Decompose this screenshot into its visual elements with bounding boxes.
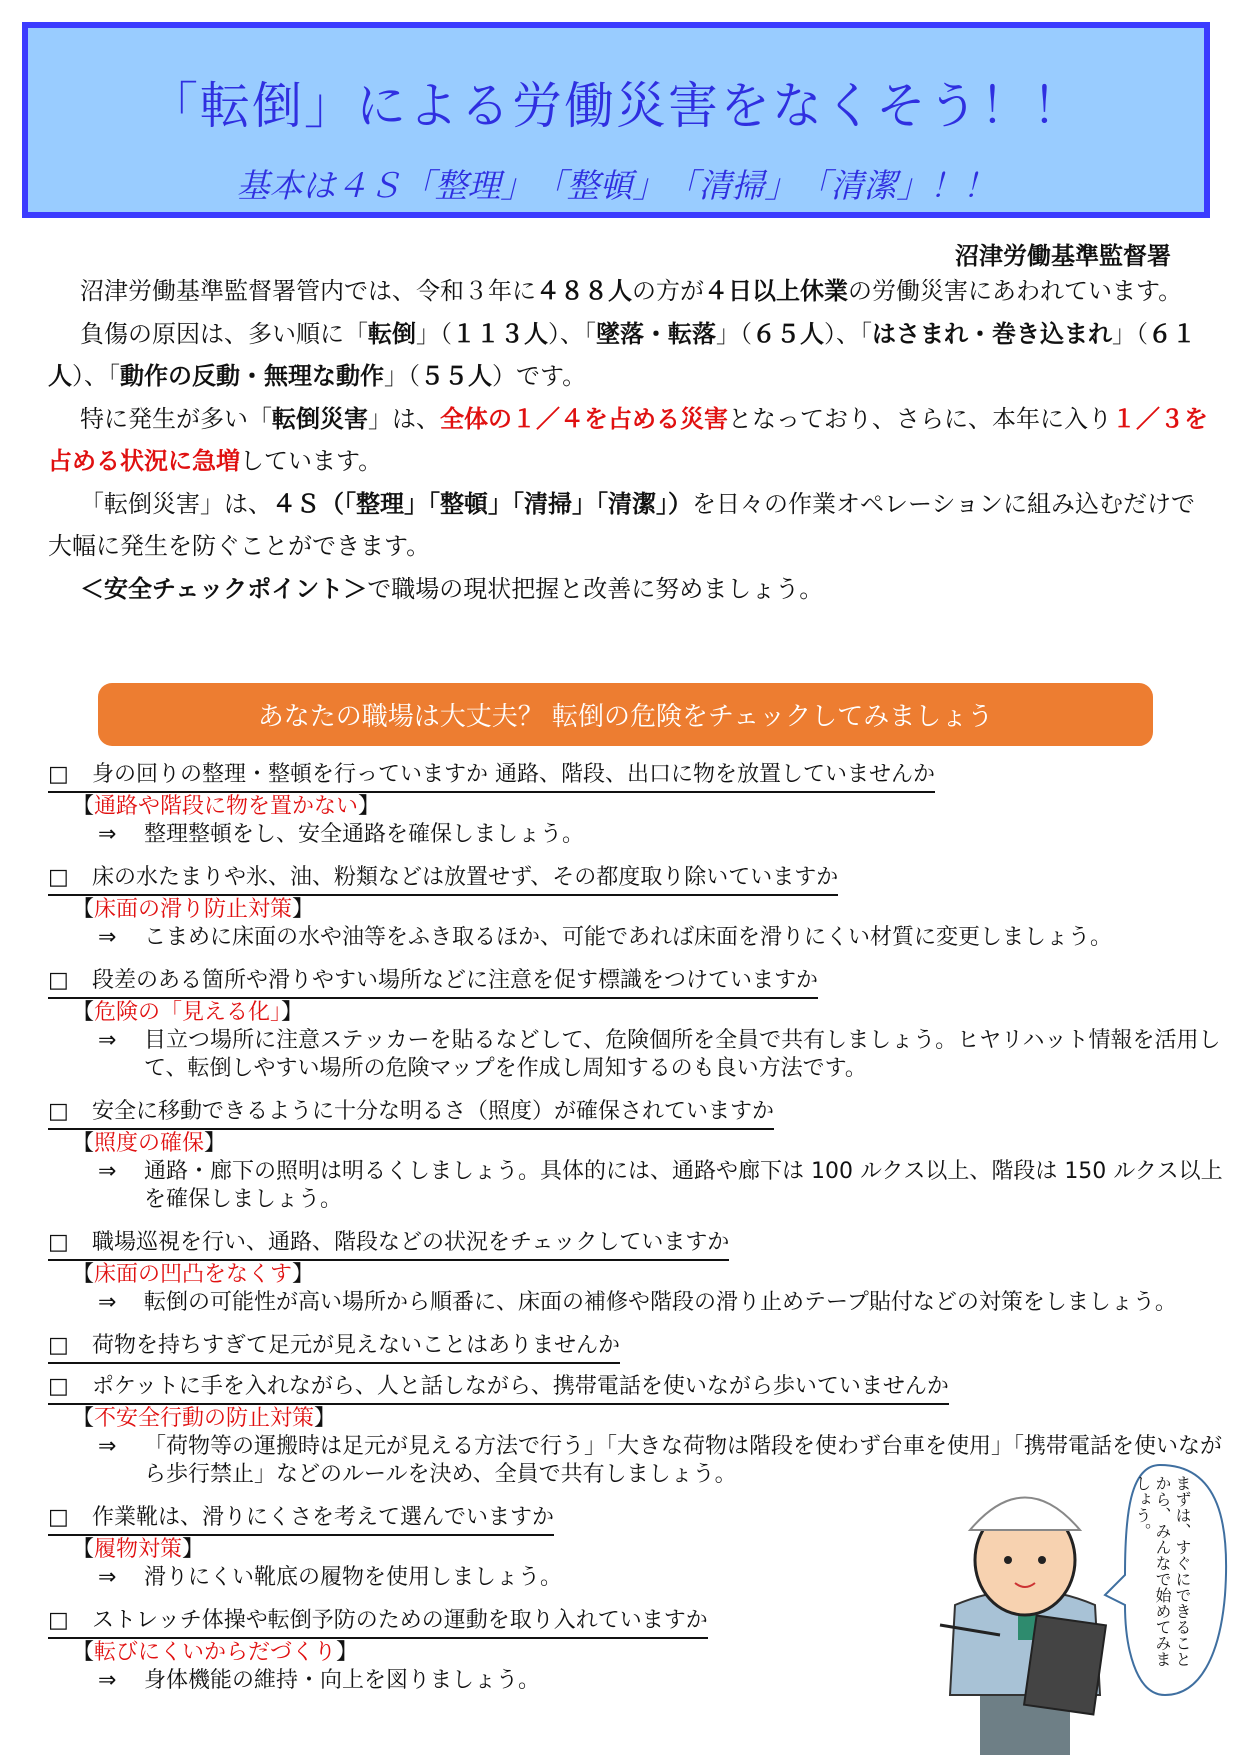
check-question[interactable] — [48, 1331, 620, 1364]
arrow-icon: ⇒ — [98, 1565, 117, 1590]
countermeasure-label: 床面の凹凸をなくす — [94, 1262, 293, 1287]
emphasis: はさまれ・巻き込まれ — [872, 319, 1112, 348]
countermeasure-label: 転びにくいからだづくり — [94, 1640, 337, 1665]
text: の労働災害にあわれています。 — [848, 277, 1183, 305]
text: しています。 — [240, 447, 383, 475]
emphasis: 転倒 — [368, 319, 416, 348]
question-text: 段差のある箇所や滑りやすい場所などに注意を促す標識をつけていますか — [92, 968, 819, 993]
arrow-icon: ⇒ — [98, 1159, 117, 1184]
check-item — [48, 1220, 1228, 1317]
countermeasure-tag: 【不安全行動の防止対策】 — [72, 1406, 337, 1431]
text: 」（ — [416, 319, 452, 348]
countermeasure-tag: 【通路や階段に物を置かない】 — [72, 794, 381, 819]
arrow-icon: ⇒ — [98, 925, 117, 950]
check-question[interactable] — [48, 863, 838, 896]
text: 負傷の原因は、多い順に「 — [80, 319, 368, 348]
arrow-icon: ⇒ — [98, 822, 117, 847]
countermeasure-label: 床面の滑り防止対策 — [94, 897, 293, 922]
emphasis: ４８８人 — [536, 277, 632, 305]
countermeasure-tag: 【床面の滑り防止対策】 — [72, 897, 315, 922]
text: で職場の現状把握と改善に努めましょう。 — [367, 574, 824, 603]
checkbox-icon[interactable]: □ — [48, 865, 69, 890]
countermeasure-tag: 【転びにくいからだづくり】 — [72, 1640, 359, 1665]
check-question[interactable] — [48, 1372, 949, 1405]
checkbox-icon[interactable]: □ — [48, 968, 69, 993]
advice-text: こまめに床面の水や油等をふき取るほか、可能であれば床面を滑りにくい材質に変更しましょう。 — [144, 925, 1113, 950]
check-question[interactable] — [48, 966, 818, 999]
emphasis: 墜落・転落 — [596, 319, 716, 348]
checklist-header: あなたの職場は大丈夫？ 転倒の危険をチェックしてみましょう — [98, 683, 1153, 746]
countermeasure-tag: 【床面の凹凸をなくす】 — [72, 1262, 315, 1287]
emphasis: ６１人 — [48, 319, 1196, 390]
emphasis: 転倒災害 — [272, 404, 368, 433]
page-subtitle: 基本は４Ｓ「整理」 「整頓」 「清掃」 「清潔」！！ — [236, 166, 996, 205]
text: 」は、 — [368, 404, 440, 433]
text: 」（ — [1112, 319, 1148, 348]
checkbox-icon[interactable]: □ — [48, 1608, 69, 1633]
checkbox-icon[interactable]: □ — [48, 1374, 69, 1399]
advice-text: 整理整頓をし、安全通路を確保しましょう。 — [144, 822, 585, 847]
text: の方が — [632, 277, 704, 305]
check-question[interactable] — [48, 760, 935, 793]
text: 「転倒災害」は、 — [80, 489, 272, 518]
text: 」（ — [716, 319, 752, 348]
text: ）です。 — [492, 362, 587, 390]
text: ）、「 — [72, 362, 120, 390]
speech-bubble-text: まずは、すぐにできることから、みんなで始めてみましょう。 — [1133, 1475, 1192, 1667]
countermeasure-advice — [98, 924, 1228, 952]
check-item — [48, 855, 1228, 952]
countermeasure-label: 履物対策 — [94, 1537, 183, 1562]
countermeasure-label: 不安全行動の防止対策 — [94, 1406, 315, 1431]
title-banner — [22, 22, 1210, 218]
advice-text: 「荷物等の運搬時は足元が見える方法で行う」「大きな荷物は階段を使わず台車を使用」「携帯電話を使いながら歩行禁止」などのルールを決め、全員で共有しましょう。 — [144, 1434, 1223, 1487]
question-text: 作業靴は、滑りにくさを考えて選んでいますか — [92, 1505, 555, 1530]
question-text: ストレッチ体操や転倒予防のための運動を取り入れていますか — [92, 1608, 708, 1633]
countermeasure-advice — [98, 821, 1228, 849]
question-text: 安全に移動できるように十分な明るさ（照度）が確保されていますか — [92, 1099, 775, 1124]
question-text: 荷物を持ちすぎて足元が見えないことはありませんか — [92, 1333, 621, 1358]
text: となっており、さらに、本年に入り — [728, 404, 1112, 433]
advice-text: 滑りにくい靴底の履物を使用しましょう。 — [144, 1565, 563, 1590]
arrow-icon: ⇒ — [98, 1668, 117, 1693]
intro-paragraph-2 — [48, 313, 1208, 398]
arrow-icon: ⇒ — [98, 1290, 117, 1315]
checkbox-icon[interactable]: □ — [48, 1333, 69, 1358]
text: を日々の作業オペレーションに組み込むだけで大幅に発生を防ぐことができます。 — [48, 489, 1196, 560]
intro-paragraph-5 — [48, 568, 1208, 611]
advice-text: 通路・廊下の照明は明るくしましょう。具体的には、通路や廊下は 100 ルクス以上、階段は 150 ルクス以上を確保しましょう。 — [144, 1159, 1223, 1212]
countermeasure-advice — [98, 1289, 1228, 1317]
check-question[interactable] — [48, 1503, 554, 1536]
countermeasure-tag: 【危険の「見える化」】 — [72, 1000, 304, 1025]
highlight-red: １／３を占める状況に急増 — [48, 404, 1208, 475]
emphasis: １１３人 — [452, 319, 548, 348]
emphasis: ４日以上休業 — [704, 277, 848, 305]
text: 沼津労働基準監督署管内では、令和３年に — [80, 277, 536, 305]
text: ）、「 — [824, 319, 872, 348]
question-text: 身の回りの整理・整頓を行っていますか 通路、階段、出口に物を放置していませんか — [92, 762, 935, 787]
arrow-icon: ⇒ — [98, 1434, 117, 1459]
question-text: ポケットに手を入れながら、人と話しながら、携帯電話を使いながら歩いていませんか — [92, 1374, 949, 1399]
check-question[interactable] — [48, 1228, 729, 1261]
emphasis: ４Ｓ（「整理」「整頓」「清掃」「清潔」） — [272, 489, 692, 518]
advice-text: 転倒の可能性が高い場所から順番に、床面の補修や階段の滑り止めテープ貼付などの対策をしましょう。 — [144, 1290, 1177, 1315]
question-text: 床の水たまりや氷、油、粉類などは放置せず、その都度取り除いていますか — [92, 865, 839, 890]
worker-icon — [940, 1498, 1106, 1755]
highlight-red: 全体の１／４を占める災害 — [440, 404, 728, 433]
checkbox-icon[interactable]: □ — [48, 1099, 69, 1124]
intro-text — [48, 270, 1208, 610]
worker-illustration — [920, 1455, 1240, 1755]
checkbox-icon[interactable]: □ — [48, 1505, 69, 1530]
countermeasure-advice — [98, 1027, 1228, 1083]
emphasis: ６５人 — [752, 319, 824, 348]
text: ）、「 — [548, 319, 596, 348]
checkbox-icon[interactable]: □ — [48, 762, 69, 787]
check-item — [48, 752, 1228, 849]
countermeasure-tag: 【履物対策】 — [72, 1537, 205, 1562]
countermeasure-label: 通路や階段に物を置かない — [94, 794, 359, 819]
check-item — [48, 958, 1228, 1083]
intro-paragraph-4 — [48, 483, 1208, 568]
intro-paragraph-3 — [48, 398, 1208, 483]
countermeasure-tag: 【照度の確保】 — [72, 1131, 227, 1156]
checkbox-icon[interactable]: □ — [48, 1230, 69, 1255]
emphasis: ５５人 — [420, 362, 492, 390]
advice-text: 目立つ場所に注意ステッカーを貼るなどして、危険個所を全員で共有しましょう。ヒヤリハット情報を活用して、転倒しやすい場所の危険マップを作成し周知するのも良い方法です。 — [144, 1028, 1221, 1081]
advice-text: 身体機能の維持・向上を図りましょう。 — [144, 1668, 541, 1693]
issuing-office: 沼津労働基準監督署 — [955, 242, 1171, 270]
text: 」（ — [384, 362, 420, 390]
countermeasure-label: 照度の確保 — [94, 1131, 205, 1156]
question-text: 職場巡視を行い、通路、階段などの状況をチェックしていますか — [92, 1230, 730, 1255]
countermeasure-advice — [98, 1158, 1228, 1214]
check-item — [48, 1089, 1228, 1214]
arrow-icon: ⇒ — [98, 1028, 117, 1053]
emphasis: ＜安全チェックポイント＞ — [80, 574, 368, 603]
text: 特に発生が多い「 — [80, 404, 272, 433]
emphasis: 動作の反動・無理な動作 — [120, 362, 384, 390]
page-title: 「転倒」による労働災害をなくそう！！ — [148, 77, 1084, 135]
intro-paragraph-1 — [48, 270, 1208, 313]
check-question[interactable] — [48, 1606, 708, 1639]
check-question[interactable] — [48, 1097, 774, 1130]
countermeasure-label: 危険の「見える化」 — [94, 1000, 282, 1025]
